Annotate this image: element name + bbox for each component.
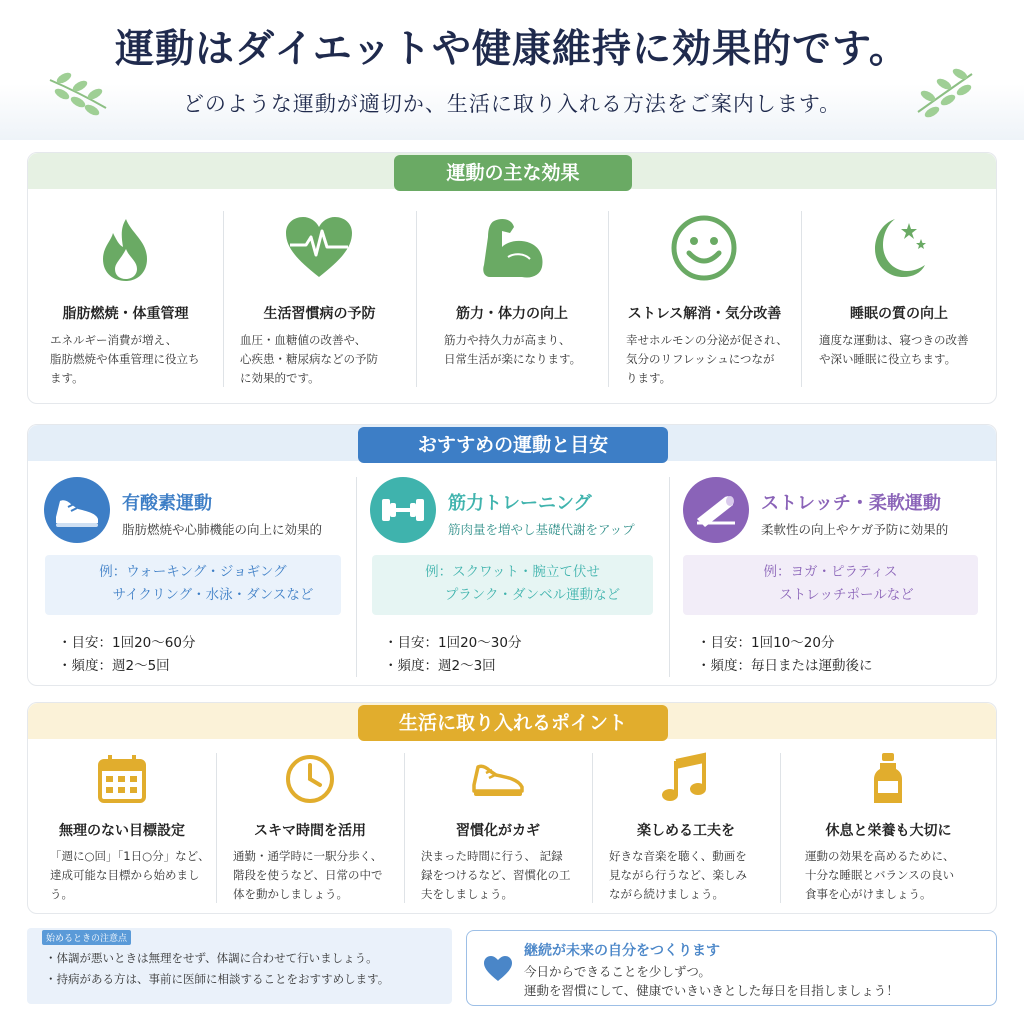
guideline-frequency: ・頻度：週2〜5回 — [58, 658, 170, 674]
effect-card-disease-prevention — [223, 153, 416, 403]
exercise-subtitle: 筋肉量を増やし基礎代謝をアップ — [448, 522, 635, 537]
effect-card-sleep — [801, 153, 997, 403]
page-title: 運動はダイエットや健康維持に効果的です。 — [115, 26, 909, 72]
caution-note — [27, 928, 452, 1004]
heart-icon — [483, 955, 513, 983]
guideline-duration: ・目安：1回20〜60分 — [58, 635, 196, 651]
points-section — [27, 702, 997, 914]
point-desc: 通勤・通学時に一駅分歩く、 階段を使うなど、日常の中で 体を動かしましょう。 — [233, 849, 383, 901]
clock-icon — [282, 751, 338, 807]
point-card-habit — [404, 703, 592, 913]
points-heading: 生活に取り入れるポイント — [358, 705, 668, 741]
sneaker-icon — [44, 477, 110, 543]
exercise-section — [27, 424, 997, 686]
point-card-spare-time — [216, 703, 404, 913]
caution-item: ・持病がある方は、事前に医師に相談することをおすすめします。 — [45, 972, 390, 986]
message-title: 継続が未来の自分をつくります — [524, 943, 720, 959]
effect-card-strength — [416, 153, 608, 403]
example-box: 例：ヨガ・ピラティス ストレッチポールなど — [683, 555, 978, 615]
effect-card-fat-burn — [28, 153, 223, 403]
point-card-rest — [780, 703, 997, 913]
exercise-name: ストレッチ・柔軟運動 — [761, 493, 941, 514]
effect-desc: 筋力や持久力が高まり、 日常生活が楽になります。 — [444, 333, 582, 366]
exercise-card-stretch — [669, 425, 997, 685]
point-desc: 「週に○回」「1日○分」など、 達成可能な目標から始めまし う。 — [50, 849, 210, 901]
effect-desc: 血圧・血糖値の改善や、 心疾患・糖尿病などの予防 に効果的です。 — [240, 333, 378, 385]
header — [0, 0, 1024, 140]
point-title: 無理のない目標設定 — [59, 823, 185, 839]
flame-icon — [91, 215, 161, 285]
point-card-fun — [592, 703, 780, 913]
message-line: 今日からできることを少しずつ。 — [524, 964, 711, 979]
exercise-card-aerobic — [28, 425, 356, 685]
shoe-icon — [470, 751, 526, 807]
calendar-icon — [94, 751, 150, 807]
guideline-duration: ・目安：1回20〜30分 — [384, 635, 522, 651]
exercise-card-strength — [356, 425, 669, 685]
yoga-mat-icon — [683, 477, 749, 543]
music-note-icon — [658, 751, 714, 807]
effect-desc: エネルギー消費が増え、 脂肪燃焼や体重管理に役立ち ます。 — [50, 333, 200, 385]
closing-message — [466, 930, 997, 1006]
bottle-icon — [860, 751, 916, 807]
exercise-subtitle: 脂肪燃焼や心肺機能の向上に効果的 — [122, 522, 323, 537]
effect-title: ストレス解消・気分改善 — [627, 306, 782, 322]
guideline-frequency: ・頻度：毎日または運動後に — [697, 658, 873, 674]
caution-item: ・体調が悪いときは無理をせず、体調に合わせて行いましょう。 — [45, 951, 378, 965]
exercise-subtitle: 柔軟性の向上やケガ予防に効果的 — [761, 522, 949, 537]
caution-tag: 始めるときの注意点 — [42, 930, 131, 945]
point-title: 休息と栄養も大切に — [825, 823, 952, 839]
effect-title: 脂肪燃焼・体重管理 — [62, 306, 189, 322]
message-line: 運動を習慣にして、健康でいきいきとした毎日を目指しましょう！ — [524, 983, 899, 998]
effect-card-stress-relief — [608, 153, 801, 403]
effect-title: 生活習慣病の予防 — [263, 306, 376, 322]
effect-desc: 適度な運動は、寝つきの改善 や深い睡眠に役立ちます。 — [819, 333, 969, 366]
muscle-arm-icon — [478, 213, 548, 283]
dumbbell-icon — [370, 477, 436, 543]
exercise-name: 有酸素運動 — [122, 493, 212, 514]
heart-pulse-icon — [284, 213, 354, 283]
effect-desc: 幸せホルモンの分泌が促され、 気分のリフレッシュにつなが ります。 — [626, 333, 788, 385]
guideline-frequency: ・頻度：週2〜3回 — [384, 658, 496, 674]
point-desc: 好きな音楽を聴く、動画を 見ながら行うなど、楽しみ ながら続けましょう。 — [609, 849, 747, 901]
smile-face-icon — [669, 213, 739, 283]
effects-section — [27, 152, 997, 404]
example-box: 例：ウォーキング・ジョギング サイクリング・水泳・ダンスなど — [45, 555, 341, 615]
effects-heading: 運動の主な効果 — [394, 155, 632, 191]
point-title: スキマ時間を活用 — [254, 823, 366, 839]
point-card-goal — [28, 703, 216, 913]
point-title: 楽しめる工夫を — [637, 823, 735, 839]
point-desc: 決まった時間に行う、 記録 録をつけるなど、習慣化の工 夫をしましょう。 — [421, 849, 571, 901]
effect-title: 睡眠の質の向上 — [850, 306, 948, 322]
point-title: 習慣化がカギ — [456, 823, 540, 839]
guideline-duration: ・目安：1回10〜20分 — [697, 635, 835, 651]
example-box: 例：スクワット・腕立て伏せ プランク・ダンベル運動など — [372, 555, 653, 615]
exercise-heading: おすすめの運動と目安 — [358, 427, 668, 463]
moon-stars-icon — [863, 213, 933, 283]
point-desc: 運動の効果を高めるために、 十分な睡眠とバランスの良い 食事を心がけましょう。 — [805, 849, 955, 901]
exercise-name: 筋力トレーニング — [448, 493, 592, 514]
effect-title: 筋力・体力の向上 — [456, 306, 568, 322]
page-subtitle: どのような運動が適切か、生活に取り入れる方法をご案内します。 — [182, 92, 842, 116]
